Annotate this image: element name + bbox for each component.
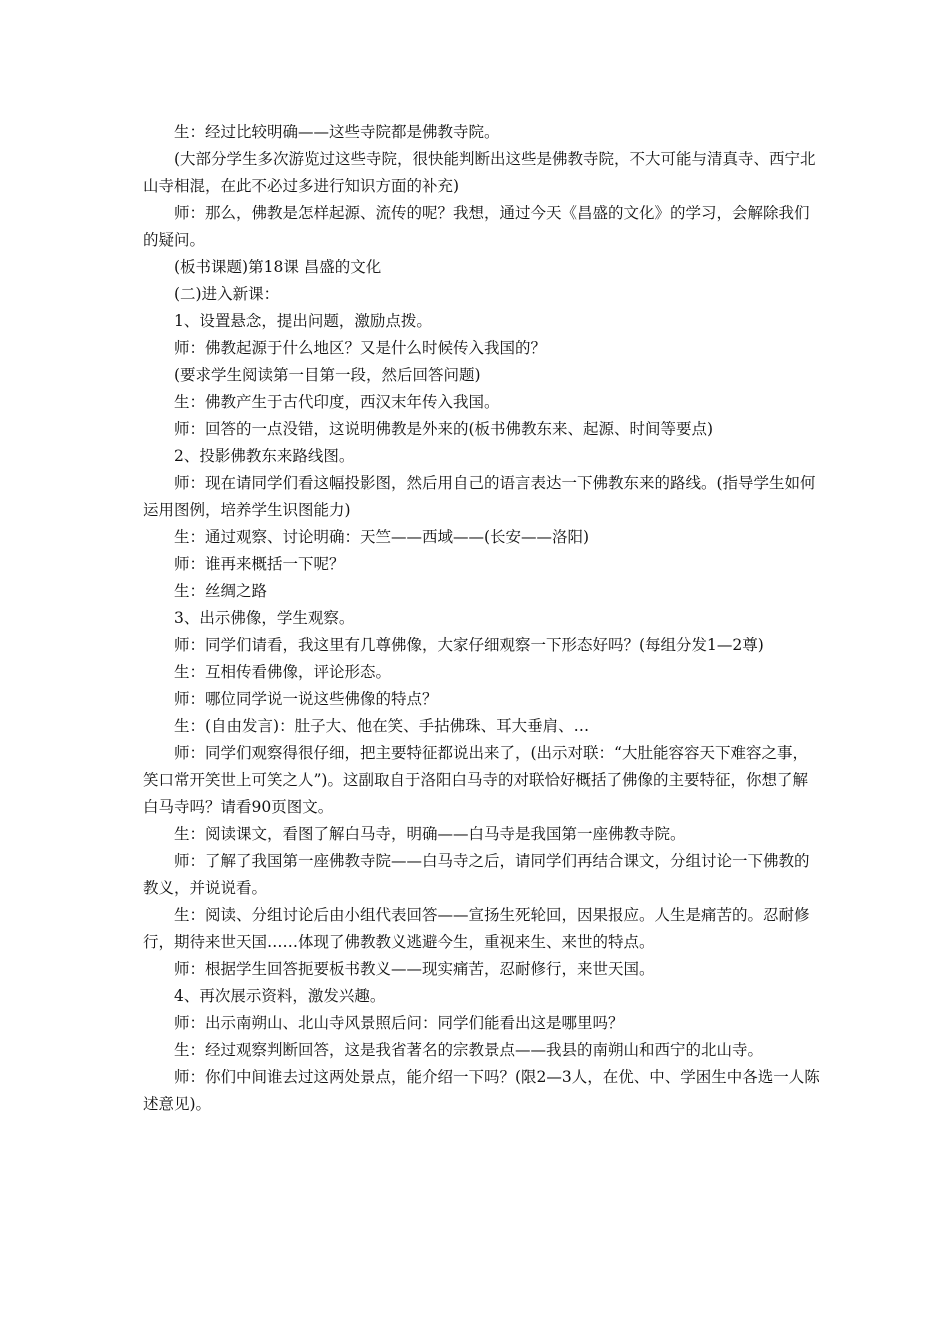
paragraph-24: 生：阅读、分组讨论后由小组代表回答——宣扬生死轮回，因果报应。人生是痛苦的。忍耐修行，期待来世天国……体现了佛教教义逃避今生，重视来生、来世的特点。 (143, 906, 810, 951)
paragraph-3: 师：那么，佛教是怎样起源、流传的呢？我想，通过今天《昌盛的文化》的学习，会解除我们的疑问。 (143, 204, 810, 249)
paragraph-27: 师：出示南朔山、北山寺风景照后问：同学们能看出这是哪里吗？ (174, 1014, 624, 1032)
step-1-heading: 1、设置悬念，提出问题，激励点拨。 (174, 312, 432, 330)
paragraph-25: 师：根据学生回答扼要板书教义——现实痛苦，忍耐修行，来世天国。 (174, 960, 655, 978)
paragraph-14: 师：谁再来概括一下呢？ (174, 555, 345, 573)
paragraph-22: 生：阅读课文，看图了解白马寺，明确——白马寺是我国第一座佛教寺院。 (174, 825, 686, 843)
step-4-heading: 4、再次展示资料，激发兴趣。 (174, 987, 386, 1005)
paragraph-1: 生：经过比较明确——这些寺院都是佛教寺院。 (174, 123, 500, 141)
step-2-heading: 2、投影佛教东来路线图。 (174, 447, 355, 465)
paragraph-9: 生：佛教产生于古代印度，西汉末年传入我国。 (174, 393, 500, 411)
paragraph-12: 师：现在请同学们看这幅投影图，然后用自己的语言表达一下佛教东来的路线。(指导学生如何运用图例，培养学生识图能力) (143, 474, 816, 519)
paragraph-17: 师：同学们请看，我这里有几尊佛像，大家仔细观察一下形态好吗？(每组分发1—2尊) (174, 636, 764, 654)
paragraph-2: (大部分学生多次游览过这些寺院，很快能判断出这些是佛教寺院，不大可能与清真寺、西宁北山寺相混，在此不必过多进行知识方面的补充) (143, 150, 816, 195)
paragraph-13: 生：通过观察、讨论明确：天竺——西域——(长安——洛阳) (174, 528, 590, 546)
paragraph-15: 生：丝绸之路 (174, 582, 268, 600)
document-body (143, 119, 823, 1118)
paragraph-21: 师：同学们观察得很仔细，把主要特征都说出来了，(出示对联：“大肚能容容天下难容之事，笑口常开笑世上可笑之人”)。这副取自于洛阳白马寺的对联恰好概括了佛像的主要特征，你想了解白马寺吗？请看90页图文。 (143, 744, 808, 816)
paragraph-18: 生：互相传看佛像，评论形态。 (174, 663, 392, 681)
lesson-title-line: (板书课题)第18课 昌盛的文化 (174, 258, 382, 276)
step-3-heading: 3、出示佛像，学生观察。 (174, 609, 355, 627)
paragraph-7: 师：佛教起源于什么地区？又是什么时候传入我国的？ (174, 339, 547, 357)
paragraph-20: 生：(自由发言)：肚子大、他在笑、手拈佛珠、耳大垂肩、… (174, 717, 590, 735)
paragraph-19: 师：哪位同学说一说这些佛像的特点？ (174, 690, 438, 708)
paragraph-29: 师：你们中间谁去过这两处景点，能介绍一下吗？(限2—3人，在优、中、学困生中各选一人陈述意见)。 (143, 1068, 820, 1113)
paragraph-8: (要求学生阅读第一目第一段，然后回答问题) (174, 366, 481, 384)
section-heading: (二)进入新课： (174, 285, 280, 303)
paragraph-23: 师：了解了我国第一座佛教寺院——白马寺之后，请同学们再结合课文，分组讨论一下佛教的教义，并说说看。 (143, 852, 810, 897)
paragraph-28: 生：经过观察判断回答，这是我省著名的宗教景点——我县的南朔山和西宁的北山寺。 (174, 1041, 764, 1059)
paragraph-10: 师：回答的一点没错，这说明佛教是外来的(板书佛教东来、起源、时间等要点) (174, 420, 714, 438)
